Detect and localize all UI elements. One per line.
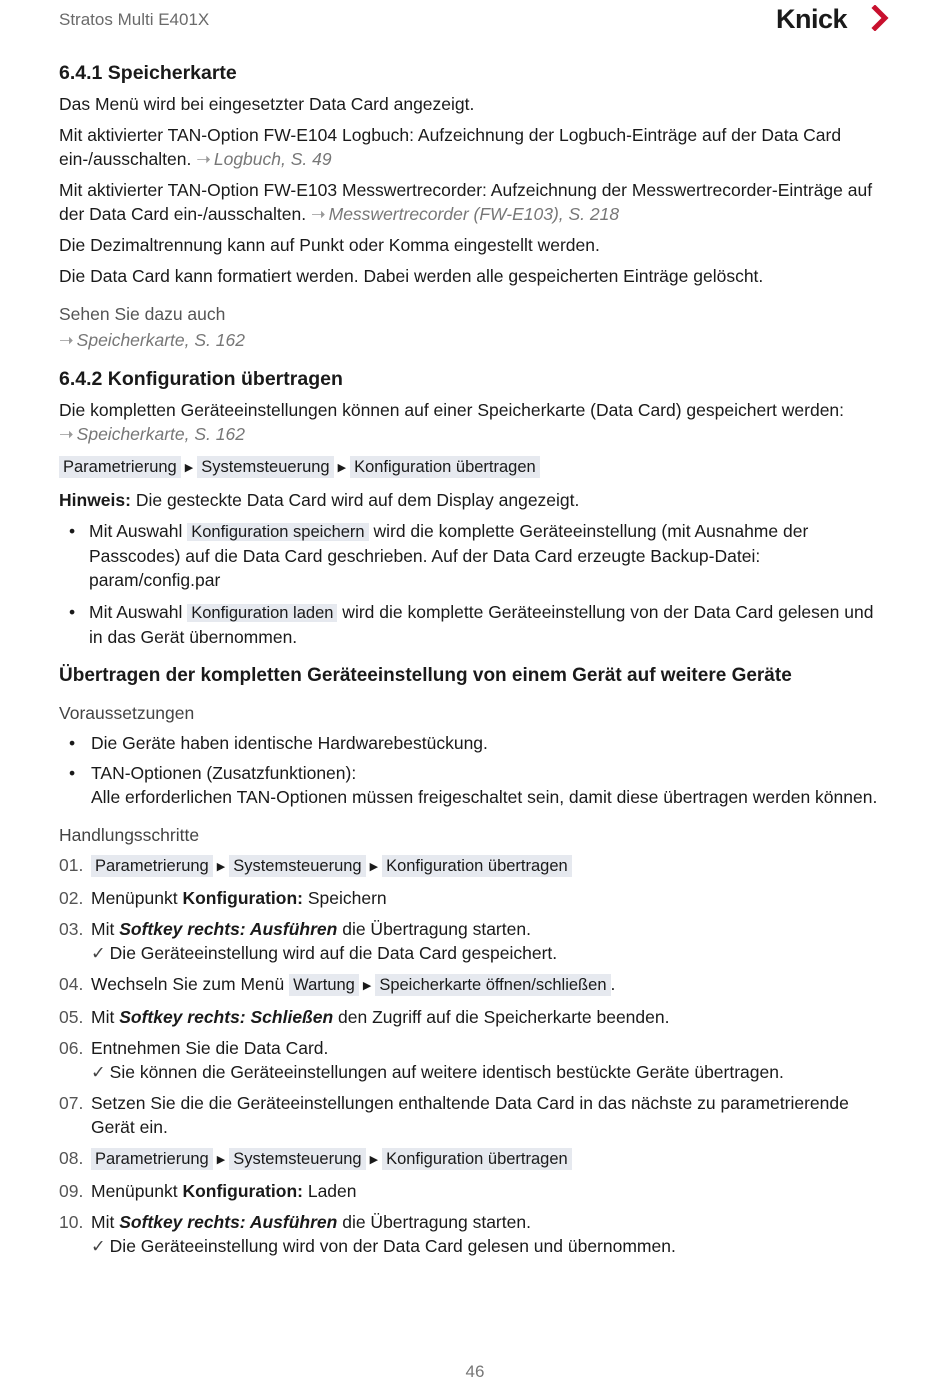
bullet-list: [59, 519, 889, 649]
paragraph: Die kompletten Geräteeinstellungen können auf einer Speicherkarte (Data Card) gespeichert werden: ➝ Speicherkarte, S. 162: [59, 400, 845, 444]
list-item: • Mit Auswahl Konfiguration speichern wird die komplette Geräteeinstellung (mit Ausnahme der Passcodes) auf die Data Card geschrieben. Auf der Data Card erzeugte Backup-Datei: param/config.par: [59, 519, 889, 592]
list-item: • Mit Auswahl Konfiguration laden wird die komplette Geräteeinstellung von der Data Card gelesen und in das Gerät übernommen.: [59, 600, 889, 649]
menu-path-item: Systemsteuerung: [197, 456, 333, 478]
step-item: 05. Mit Softkey rechts: Schließen den Zugriff auf die Speicherkarte beenden.: [59, 1007, 670, 1027]
step-item: 04. Wechseln Sie zum Menü Wartung ▶ Speicherkarte öffnen/schließen .: [59, 972, 889, 998]
paragraph: Mit aktivierter TAN-Option FW-E104 Logbuch: Aufzeichnung der Logbuch-Einträge auf der Data Card ein-/ausschalten. ➝ Logbuch, S. 49: [59, 125, 842, 169]
checkmark-icon: ✓: [91, 1062, 106, 1082]
menu-option: Konfiguration speichern: [187, 523, 368, 541]
menu-path-item: Parametrierung: [91, 1148, 213, 1170]
arrow-right-icon: ➝: [59, 424, 74, 444]
triangle-right-icon: ▶: [216, 1154, 226, 1166]
step-number: 05.: [59, 1007, 84, 1027]
menu-path-item: Wartung: [289, 974, 359, 996]
paragraph: Mit aktivierter TAN-Option FW-E103 Messwertrecorder: Aufzeichnung der Messwertrecorder-Einträge auf der Data Card ein-/ausschalten. ➝ Messwertrecorder (FW-E103), S. 218: [59, 180, 873, 224]
cross-reference-link[interactable]: ➝ Logbuch, S. 49: [196, 149, 332, 169]
menu-path-item: Systemsteuerung: [229, 1148, 365, 1170]
triangle-right-icon: ▶: [216, 861, 226, 873]
step-item: 02. Menüpunkt Konfiguration: Speichern: [59, 888, 387, 908]
paragraph: Das Menü wird bei eingesetzter Data Card angezeigt.: [59, 94, 475, 114]
menu-path-item: Systemsteuerung: [229, 855, 365, 877]
step-item: [59, 853, 889, 879]
step-item: 10. Mit Softkey rechts: Ausführen die Übertragung starten. ✓ Die Geräteeinstellung wird von der Data Card gelesen und übernommen.: [59, 1210, 889, 1258]
document-title: Stratos Multi E401X: [59, 10, 210, 29]
step-item: 07. Setzen Sie die die Geräteeinstellungen enthaltende Data Card in das nächste zu parametrierende Gerät ein.: [59, 1093, 849, 1137]
step-item: 06. Entnehmen Sie die Data Card. ✓ Sie können die Geräteeinstellungen auf weitere identisch bestückte Geräte übertragen.: [59, 1036, 889, 1084]
section-heading-konfiguration: 6.4.2 Konfiguration übertragen: [59, 368, 343, 390]
prerequisites-list: [59, 731, 889, 809]
cross-reference-link[interactable]: ➝ Messwertrecorder (FW-E103), S. 218: [310, 204, 620, 224]
step-result: ✓ Die Geräteeinstellung wird von der Data Card gelesen und übernommen.: [91, 1236, 676, 1256]
triangle-right-icon: ▶: [362, 980, 372, 992]
section-heading-speicherkarte: 6.4.1 Speicherkarte: [59, 62, 237, 84]
triangle-right-icon: ▶: [369, 861, 379, 873]
step-number: 10.: [59, 1212, 84, 1232]
step-number: 07.: [59, 1093, 84, 1113]
checkmark-icon: ✓: [91, 943, 106, 963]
cross-reference-link[interactable]: ➝ Speicherkarte, S. 162: [59, 424, 245, 444]
see-also-reference[interactable]: ➝ Speicherkarte, S. 162: [59, 330, 245, 350]
see-also-label: Sehen Sie dazu auch: [59, 304, 226, 324]
menu-path-item: Speicherkarte öffnen/schließen: [375, 974, 610, 996]
arrow-right-icon: ➝: [59, 330, 74, 350]
note: Hinweis: Die gesteckte Data Card wird auf dem Display angezeigt.: [59, 490, 580, 510]
menu-path-item: Konfiguration übertragen: [382, 1148, 572, 1170]
step-number: 02.: [59, 888, 84, 908]
paragraph: Die Dezimaltrennung kann auf Punkt oder Komma eingestellt werden.: [59, 235, 600, 255]
prerequisites-label: Voraussetzungen: [59, 703, 195, 723]
menu-path-item: Konfiguration übertragen: [382, 855, 572, 877]
brand-logo: Knick: [776, 4, 848, 34]
menu-path-item: Parametrierung: [59, 456, 181, 478]
triangle-right-icon: ▶: [184, 462, 194, 474]
triangle-right-icon: ▶: [369, 1154, 379, 1166]
step-number: 08.: [59, 1148, 84, 1168]
paragraph: Die Data Card kann formatiert werden. Dabei werden alle gespeicherten Einträge gelöscht.: [59, 266, 764, 286]
step-number: 04.: [59, 974, 84, 994]
menu-path-item: Konfiguration übertragen: [350, 456, 540, 478]
step-number: 06.: [59, 1038, 84, 1058]
step-item: 03. Mit Softkey rechts: Ausführen die Übertragung starten. ✓ Die Geräteeinstellung wird auf die Data Card gespeichert.: [59, 917, 889, 965]
step-result: ✓ Sie können die Geräteeinstellungen auf weitere identisch bestückte Geräte übertragen.: [91, 1062, 784, 1082]
arrow-right-icon: ➝: [196, 149, 211, 169]
menu-path: [59, 454, 540, 480]
arrow-right-icon: ➝: [310, 204, 326, 224]
chevron-right-icon: [870, 5, 892, 31]
step-item: 09. Menüpunkt Konfiguration: Laden: [59, 1181, 357, 1201]
checkmark-icon: ✓: [91, 1236, 106, 1256]
triangle-right-icon: ▶: [337, 462, 347, 474]
main-content: [59, 60, 889, 1265]
menu-path-item: Parametrierung: [91, 855, 213, 877]
list-item: • Die Geräte haben identische Hardwarebestückung.: [59, 731, 889, 755]
step-number: 03.: [59, 919, 84, 939]
list-item: • TAN-Optionen (Zusatzfunktionen): Alle erforderlichen TAN-Optionen müssen freigeschaltet sein, damit diese übertragen werden können.: [59, 761, 889, 809]
step-item: [59, 1146, 889, 1172]
steps-label: Handlungsschritte: [59, 825, 200, 845]
step-result: ✓ Die Geräteeinstellung wird auf die Data Card gespeichert.: [91, 943, 558, 963]
steps-list: [59, 853, 889, 1258]
step-number: 09.: [59, 1181, 84, 1201]
procedure-heading: Übertragen der kompletten Geräteeinstellung von einem Gerät auf weitere Geräte: [59, 665, 792, 686]
menu-option: Konfiguration laden: [187, 604, 337, 622]
page-number: 46: [465, 1362, 485, 1381]
step-number: 01.: [59, 855, 84, 875]
